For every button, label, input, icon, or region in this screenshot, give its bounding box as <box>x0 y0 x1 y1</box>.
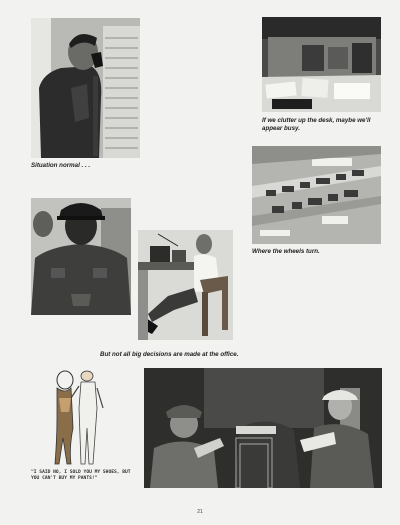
cartoon-illustration <box>51 368 107 468</box>
photo-officer-field-cap <box>31 198 131 315</box>
cartoon-handwritten-note: "I SAID NO, I SOLD YOU MY SHOES, BUT YOU CAN'T BUY MY PANTS!" <box>31 470 131 481</box>
caption-wheels-turn: Where the wheels turn. <box>252 248 320 255</box>
photo-radio-operator <box>138 230 233 340</box>
photo-aerial-base <box>252 146 381 244</box>
photo-cluttered-desk <box>262 17 381 112</box>
photo-officer-on-phone <box>31 18 140 158</box>
caption-big-decisions: But not all big decisions are made at the office. <box>100 351 239 358</box>
page-number: 21 <box>197 509 203 515</box>
caption-clutter-desk: If we clutter up the desk, maybe we'll appear busy. <box>262 117 371 132</box>
caption-situation-normal: Situation normal . . . <box>31 162 91 169</box>
photo-soldiers-gathering <box>144 368 382 488</box>
